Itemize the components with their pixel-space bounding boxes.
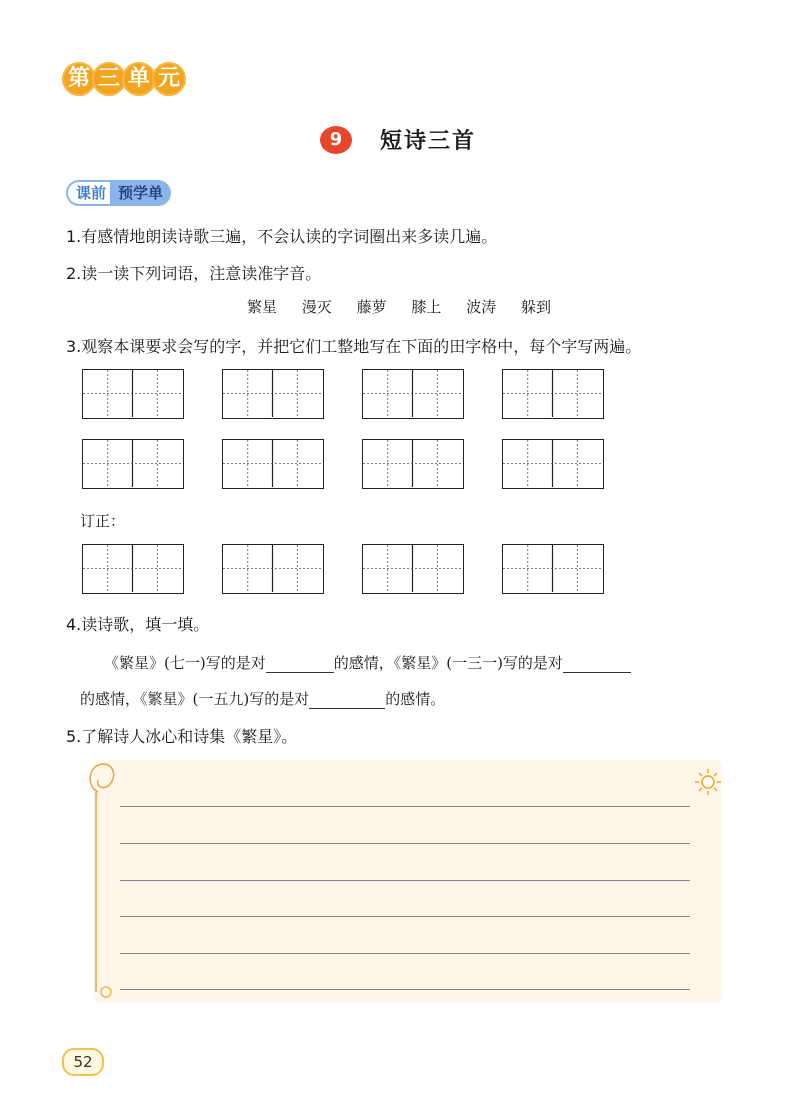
section-tag [66,180,171,206]
answer-line [120,916,690,917]
word-item: 躲到 [520,298,551,316]
word-item: 繁星 [247,298,278,316]
writing-grid[interactable] [502,544,604,594]
writing-grid[interactable] [222,439,324,489]
question-1: 1.有感情地朗读诗歌三遍，不会认读的字词圈出来多读几遍。 [66,227,498,246]
answer-blank[interactable] [309,692,385,709]
unit-badge [62,62,182,96]
writing-grid[interactable] [82,369,184,419]
answer-line [120,806,690,807]
q4-line1 [104,652,631,673]
question-4: 4.读诗歌，填一填。 [66,615,210,634]
q4-text: 的感情，《繁星》(一三一)写的是对 [333,654,563,672]
writing-grid[interactable] [362,439,464,489]
writing-grid[interactable] [82,544,184,594]
q4-text: 的感情。 [385,690,446,708]
unit-char: 单 [122,62,156,96]
q4-line2 [80,688,445,709]
lesson-number-badge: 9 [320,126,352,154]
lesson-title: 短诗三首 [380,129,477,154]
correction-label: 订正： [80,512,126,530]
word-item: 膝上 [411,298,442,316]
writing-grid[interactable] [222,544,324,594]
answer-blank[interactable] [266,656,334,673]
word-item: 波涛 [466,298,497,316]
curl-decoration-icon [84,756,124,1006]
q4-text: 的感情，《繁星》(一五九)写的是对 [80,690,310,708]
writing-grid[interactable] [362,369,464,419]
question-2: 2.读一读下列词语，注意读准字音。 [66,264,322,283]
writing-grid[interactable] [362,544,464,594]
writing-grid[interactable] [222,369,324,419]
unit-char: 元 [152,62,186,96]
word-item: 漫灭 [301,298,332,316]
unit-char: 第 [62,62,96,96]
q4-text: 《繁星》(七一)写的是对 [104,654,266,672]
question-3: 3.观察本课要求会写的字，并把它们工整地写在下面的田字格中，每个字写两遍。 [66,337,642,356]
writing-grid[interactable] [502,369,604,419]
answer-line [120,843,690,844]
unit-char: 三 [92,62,126,96]
answer-line [120,953,690,954]
answer-line [120,880,690,881]
word-item: 藤萝 [356,298,387,316]
tag-part1: 课前 [66,180,112,206]
page-number: 52 [62,1048,104,1076]
writing-grid[interactable] [502,439,604,489]
word-list [247,296,571,317]
answer-notebox[interactable] [94,760,722,1003]
question-5: 5.了解诗人冰心和诗集《繁星》。 [66,727,298,746]
sun-decoration-icon [694,768,722,796]
answer-line [120,989,690,990]
tag-part2: 预学单 [112,180,171,206]
writing-grid[interactable] [82,439,184,489]
answer-blank[interactable] [563,656,631,673]
